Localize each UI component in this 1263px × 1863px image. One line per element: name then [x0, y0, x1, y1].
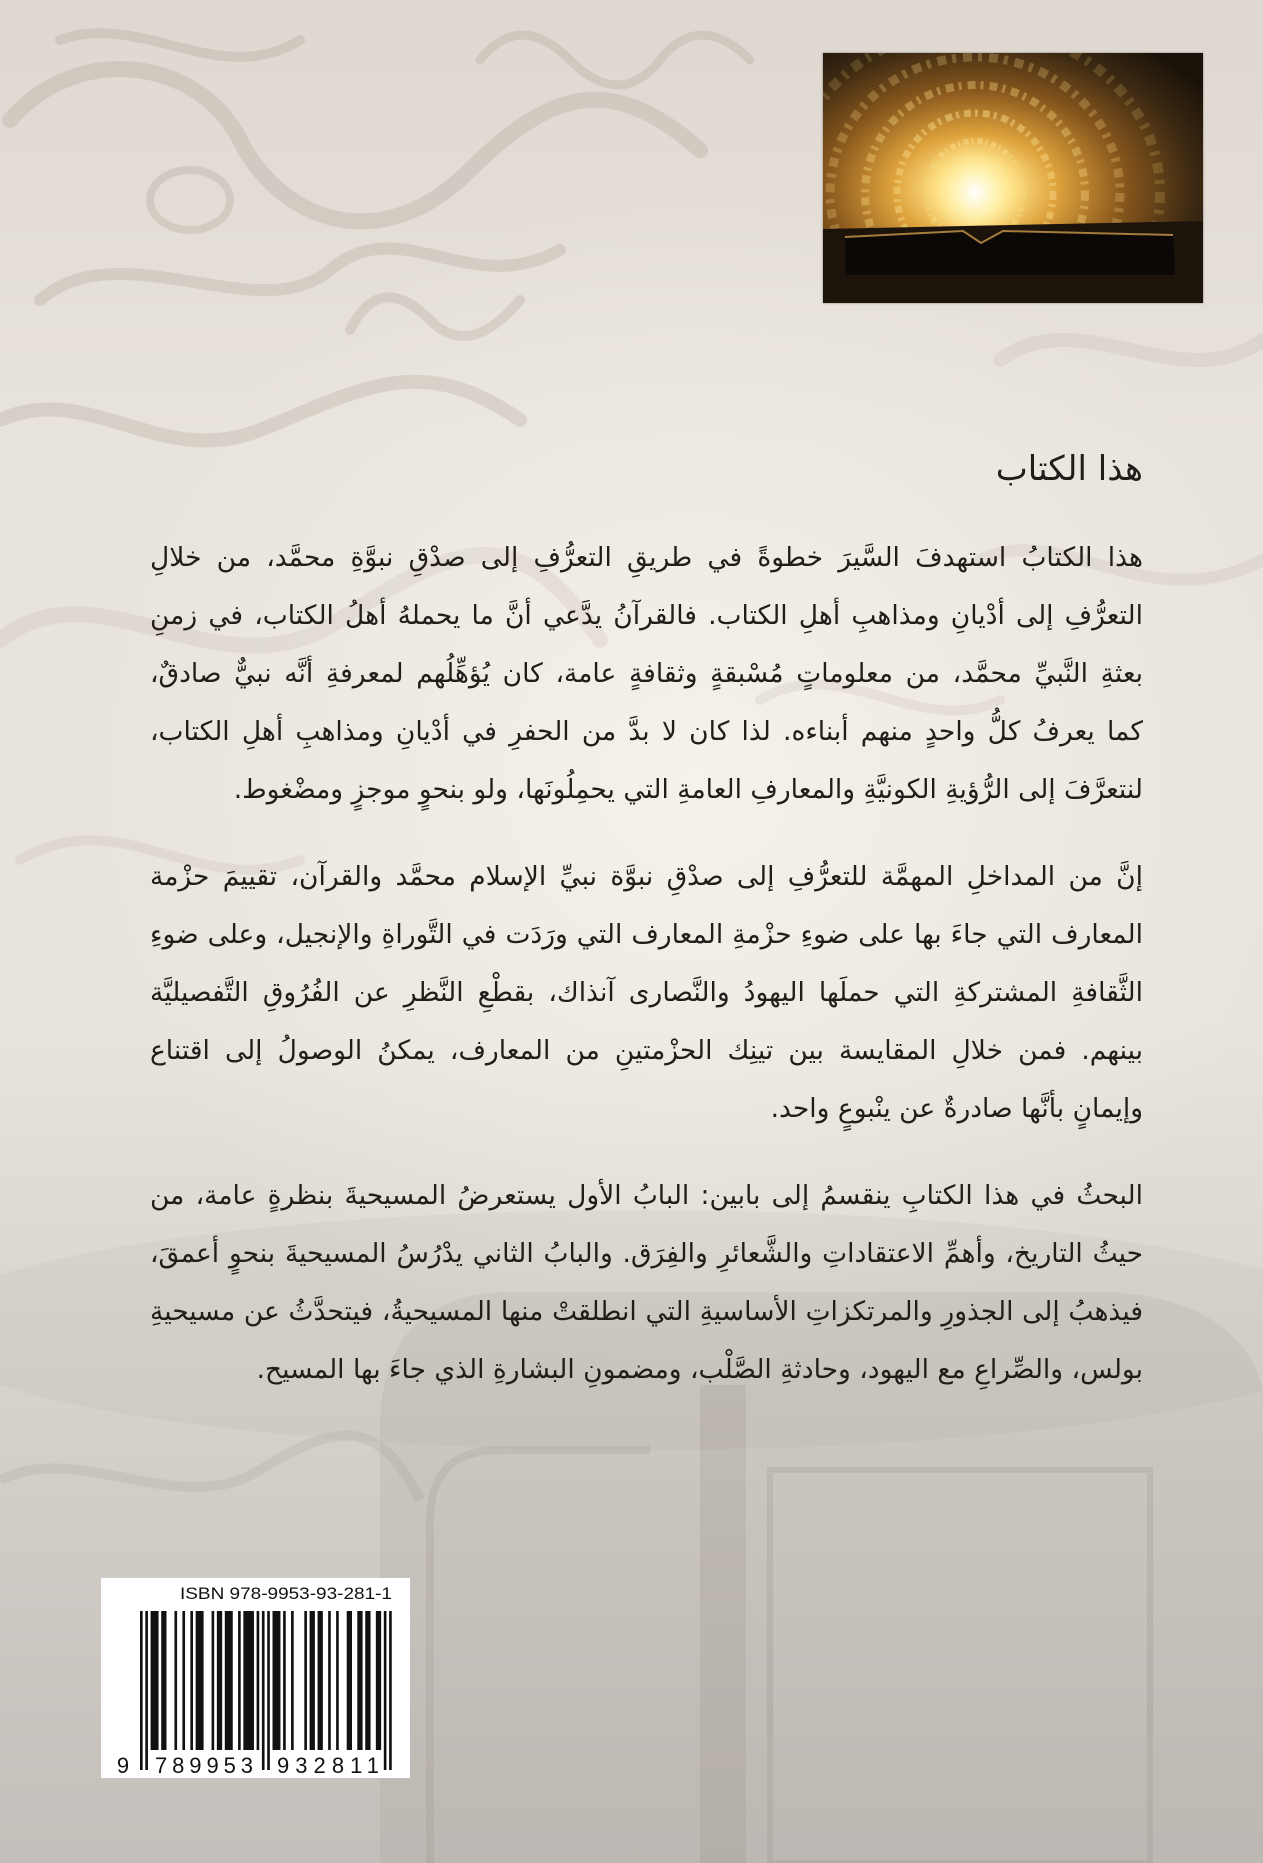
- text-line: البحثُ في هذا الكتابِ ينقسمُ إلى بابين: البابُ الأول يستعرضُ المسيحيةَ بنظرةٍ عامة، من: [150, 1180, 1143, 1211]
- barcode-bar: [304, 1611, 307, 1750]
- paragraph-3: [150, 1167, 1143, 1399]
- text-line: بعثةِ النَّبيِّ محمَّد، من معلوماتٍ مُسْبقةٍ وثقافةٍ عامة، كان يُؤهِّلُهم لمعرفةِ أنَّه نبيٌّ صادقٌ،: [150, 658, 1143, 689]
- barcode-bar: [174, 1611, 177, 1750]
- barcode-bar: [225, 1611, 233, 1750]
- barcode-bar: [257, 1611, 260, 1750]
- barcode-bar: [238, 1611, 241, 1750]
- barcode-bar: [243, 1611, 254, 1750]
- barcode-bar: [190, 1611, 193, 1750]
- barcode-bar: [273, 1611, 281, 1750]
- barcode-bar: [145, 1611, 148, 1770]
- barcode-bar: [283, 1611, 286, 1750]
- isbn-label: ISBN 978-9953-93-281-1: [180, 1584, 392, 1603]
- barcode-left-digits: 789953: [155, 1753, 253, 1778]
- barcode-right-digits: 932811: [277, 1753, 379, 1778]
- text-line: حيثُ التاريخ، وأهمِّ الاعتقاداتِ والشَّعائرِ والفِرَق. والبابُ الثاني يدْرُسُ المسيحيةَ بنحوٍ أعمقَ،: [150, 1238, 1143, 1269]
- paragraph-2: [150, 848, 1143, 1138]
- barcode-bar: [328, 1611, 331, 1750]
- text-line: التعرُّفِ إلى أدْيانِ ومذاهبِ أهلِ الكتاب. فالقرآنُ يدَّعي أنَّ ما يحملهُ أهلُ الكتاب، في زمنِ: [150, 600, 1143, 631]
- body-text: [150, 529, 1143, 1428]
- barcode-bar: [140, 1611, 143, 1770]
- barcode-bar: [365, 1611, 370, 1750]
- cover-illustration: [823, 53, 1203, 303]
- section-heading: هذا الكتاب: [995, 449, 1143, 489]
- isbn-barcode: [101, 1578, 410, 1778]
- barcode-bar: [357, 1611, 362, 1750]
- barcode-bar: [161, 1611, 166, 1750]
- barcode-bar: [182, 1611, 185, 1750]
- barcode-bar: [389, 1611, 392, 1770]
- text-line: بينهم. فمن خلالِ المقايسة بين تينِك الحزْمتينِ من المعارف، يمكنُ الوصولُ إلى اقتناع: [150, 1035, 1143, 1066]
- barcode-bar: [310, 1611, 315, 1750]
- barcode-bar: [217, 1611, 222, 1750]
- text-line: الثَّقافةِ المشتركةِ التي حملَها اليهودُ والنَّصارى آنذاك، بقطْعِ النَّظرِ عن الفُرُوقِ التَّفصيليَّة: [150, 977, 1143, 1008]
- barcode-bar: [212, 1611, 215, 1750]
- barcode-bar: [196, 1611, 204, 1750]
- barcode-bars: [140, 1611, 392, 1770]
- barcode-bar: [347, 1611, 352, 1750]
- barcode-bar: [384, 1611, 387, 1770]
- text-line: هذا الكتابُ استهدفَ السَّيرَ خطوةً في طريقِ التعرُّفِ إلى صدْقِ نبوَّةِ محمَّد، من خلالِ: [150, 542, 1143, 573]
- barcode-bar: [318, 1611, 323, 1750]
- barcode-bar: [336, 1611, 339, 1750]
- text-line: وإيمانٍ بأنَّها صادرةٌ عن ينْبوعٍ واحد.: [770, 1093, 1143, 1124]
- barcode-bar: [376, 1611, 381, 1750]
- barcode-lead-digit: 9: [116, 1753, 130, 1778]
- barcode-bar: [267, 1611, 270, 1770]
- text-line: إنَّ من المداخلِ المهمَّة للتعرُّفِ إلى صدْقِ نبوَّة نبيِّ الإسلام محمَّد والقرآن، تقييمَ حزْمة: [150, 861, 1143, 892]
- paragraph-1: [150, 529, 1143, 819]
- text-line: فيذهبُ إلى الجذورِ والمرتكزاتِ الأساسيةِ التي انطلقتْ منها المسيحيةُ، فيتحدَّثُ عن مسيحيةِ: [150, 1296, 1143, 1327]
- text-line: بولس، والصِّراعِ مع اليهود، وحادثةِ الصَّلْب، ومضمونِ البشارةِ الذي جاءَ بها المسيح.: [256, 1354, 1143, 1385]
- text-line: لنتعرَّفَ إلى الرُّؤيةِ الكونيَّةِ والمعارفِ العامةِ التي يحمِلُونَها، ولو بنحوٍ موجزٍ ومضْغوط.: [233, 774, 1143, 805]
- text-line: المعارف التي جاءَ بها على ضوءِ حزْمةِ المعارف التي ورَدَت في التَّوراةِ والإنجيل، وعلى ضوءِ: [150, 919, 1143, 950]
- text-line: كما يعرفُ كلُّ واحدٍ منهم أبناءه. لذا كان لا بدَّ من الحفرِ في أدْيانِ ومذاهبِ أهلِ الكتاب،: [150, 716, 1143, 747]
- barcode-bar: [291, 1611, 294, 1750]
- barcode-bar: [262, 1611, 265, 1770]
- barcode-graphic: [101, 1578, 410, 1778]
- barcode-bar: [151, 1611, 159, 1750]
